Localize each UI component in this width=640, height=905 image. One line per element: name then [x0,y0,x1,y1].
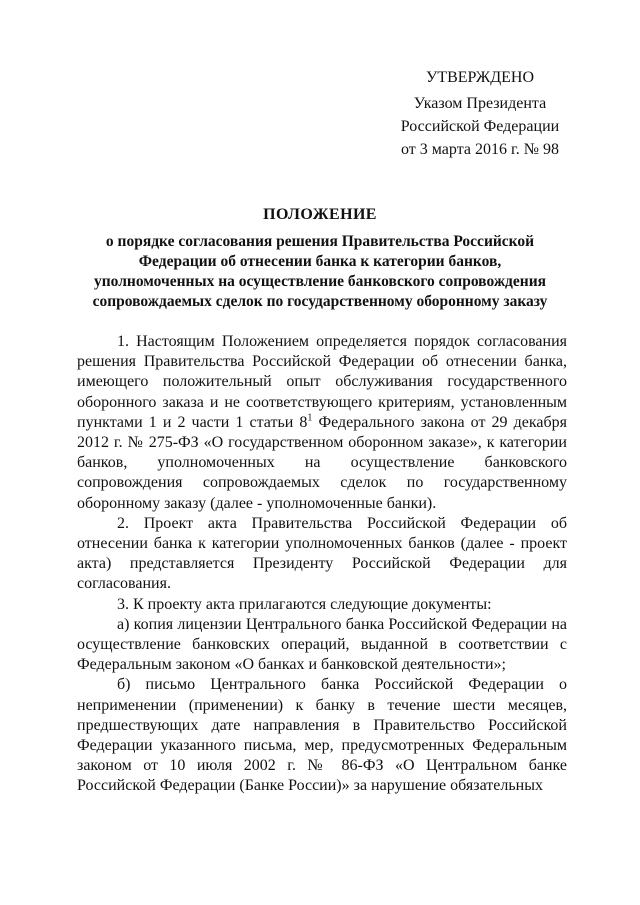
paragraph-1-text-start: 1. Настоящим Положением определяется порядок согласования решения Правительства Российской Федерации об отнесении банка, имеющего положительный опыт обслуживания государственного оборонного заказа и не соответствующего критериям, установленным пунктами 1 и 2 части 1 статьи 8 [77,333,567,431]
subtitle-line: уполномоченных на осуществление банковского сопровождения [93,273,547,290]
subtitle-line: о порядке согласования решения Правительства Российской [105,233,535,250]
document-body [77,332,567,797]
document-title: ПОЛОЖЕНИЕ [263,206,377,223]
subtitle-line: Федерации об отнесении банка к категории банков, [138,253,502,270]
subtitle-line: сопровождаемых сделок по государственному оборонному заказу [92,293,548,310]
approval-stamp: УТВЕРЖДЕНО [425,69,534,86]
paragraph-2: 2. Проект акта Правительства Российской Федерации об отнесении банка к категории уполномоченных банков (далее - проект акта) представляется Президенту Российской Федерации для согласования. [77,514,567,593]
document-subtitle [72,232,568,312]
approval-block [390,66,570,161]
approval-line: Указом Президента [413,95,547,112]
paragraph-1-text-end: Федерального закона от 29 декабря 2012 г. № 275-ФЗ «О государственном оборонном заказе», к категории банков, уполномоченных на осуществление банковского сопровождения сопровождаемых сделок по государственному оборонному заказу (далее - уполномоченные банки). [77,413,567,512]
paragraph-1 [77,332,567,514]
paragraph-3: 3. К проекту акта прилагаются следующие документы: [117,595,492,613]
article-superscript: 1 [307,412,313,424]
paragraph-3b: б) письмо Центрального банка Российской Федерации о неприменении (применении) к банку в течение шести месяцев, предшествующих дате направления в Правительство Российской Федерации указанного письма, мер, предусмотренных Федеральным законом от 10 июля 2002 г. № 86-ФЗ «О Центральном банке Российской Федерации (Банке России)» за нарушение обязательных [77,676,567,795]
paragraph-3a: а) копия лицензии Центрального банка Российской Федерации на осуществление банковских операций, выданной в соответствии с Федеральным законом «О банках и банковской деятельности»; [77,615,567,674]
approval-line: Российской Федерации [400,118,560,135]
approval-line: от 3 марта 2016 г. № 98 [401,141,559,158]
